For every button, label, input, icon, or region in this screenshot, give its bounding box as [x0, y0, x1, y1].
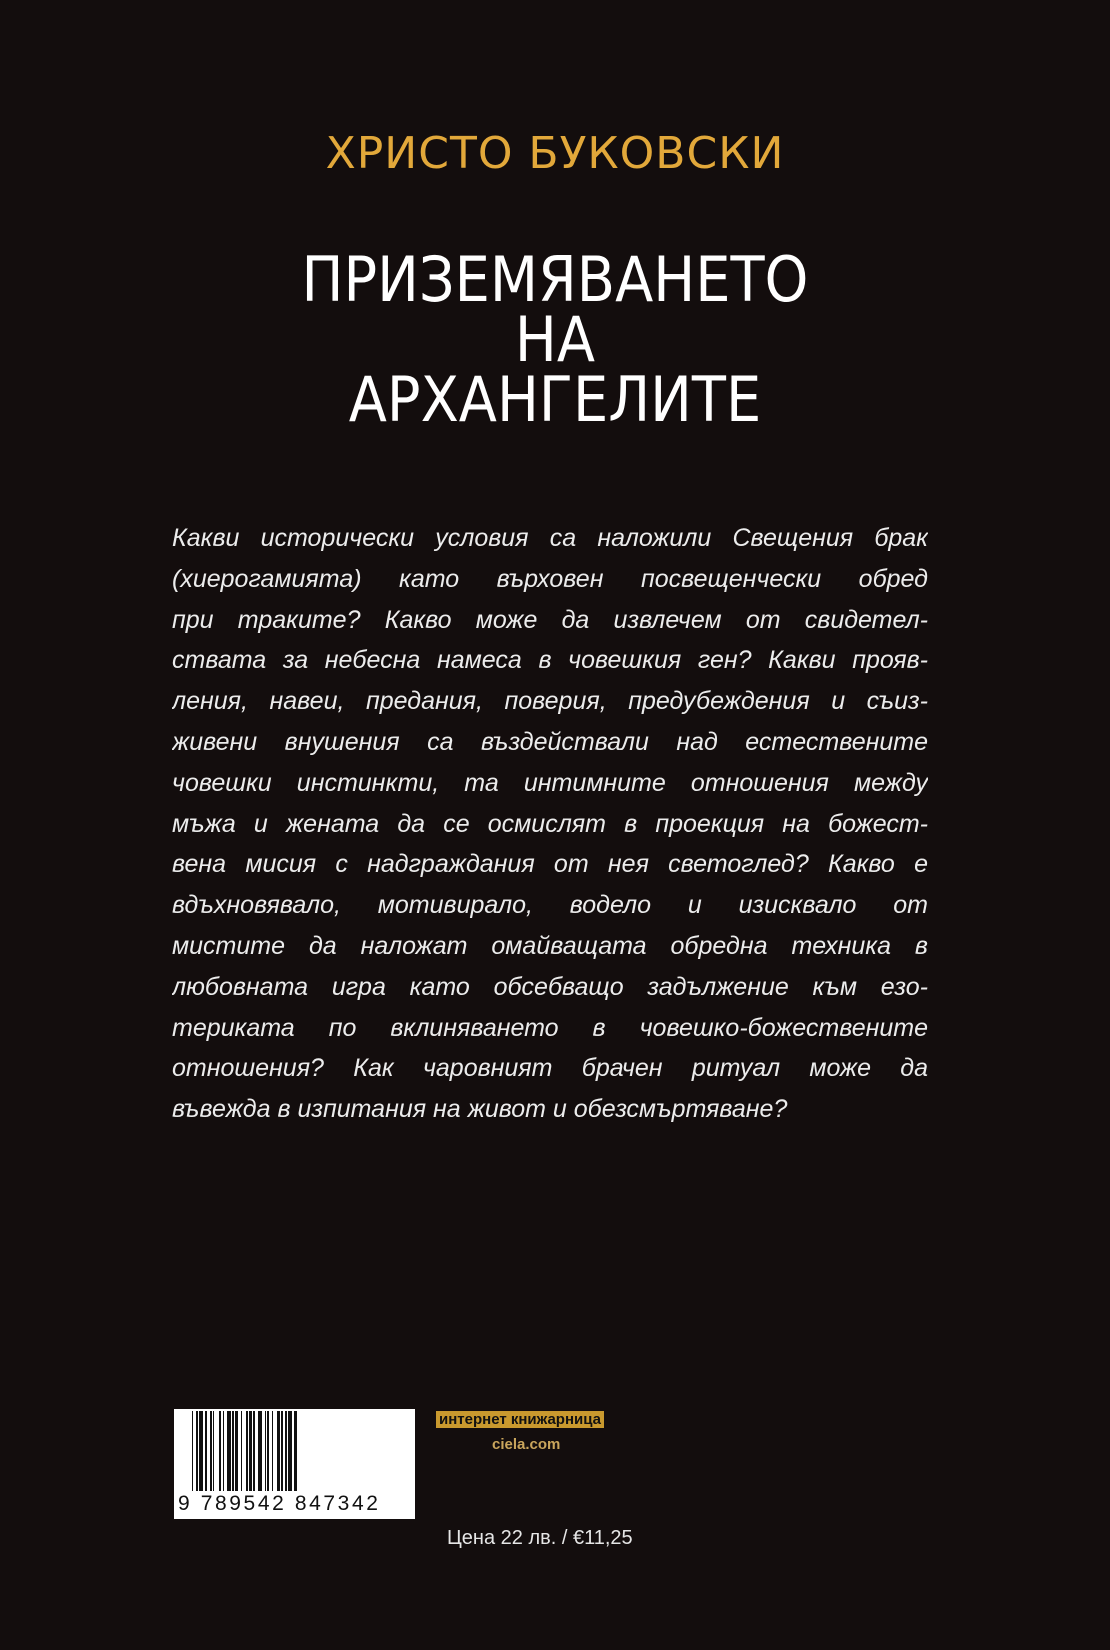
blurb-line: Какви исторически условия са наложили Свещения брак: [172, 524, 928, 552]
store-label: интернет книжарница: [436, 1411, 604, 1428]
blurb-line: вдъхновявало, мотивирало, водело и изисквало от: [172, 891, 928, 920]
title-line: ПРИЗЕМЯВАНЕТО: [301, 243, 809, 316]
blurb-line: мистите да наложат омайващата обредна техника в: [172, 931, 928, 960]
barcode-bar: [297, 1411, 298, 1491]
blurb-text: [172, 518, 928, 1130]
barcode-bars: [192, 1411, 392, 1491]
blurb-line: живени внушения са въздействали над естествените: [172, 727, 928, 756]
blurb-line: вена мисия с надграждания от нея светоглед? Какво е: [172, 850, 928, 879]
blurb-line: при траките? Какво може да извлечем от свидетел-: [172, 605, 928, 634]
title-line: АРХАНГЕЛИТЕ: [348, 363, 762, 436]
book-title: [56, 243, 1055, 436]
blurb-line: отношения? Как чаровният брачен ритуал може да: [172, 1054, 928, 1083]
price: Цена 22 лв. / €11,25: [447, 1527, 633, 1549]
isbn-number: 9 789542 847342: [178, 1492, 381, 1515]
blurb-line: (хиерогамията) като върховен посвещенчески обред: [172, 564, 928, 593]
blurb-line: мъжа и жената да се осмислят в проекция на божест-: [172, 809, 928, 838]
blurb-line: любовната игра като обсебващо задължение към езо-: [172, 972, 928, 1001]
title-line: НА: [514, 303, 596, 376]
blurb-line: въвежда в изпитания на живот и обезсмъртяване?: [172, 1095, 788, 1124]
blurb-line: ления, навеи, предания, поверия, предубеждения и съиз-: [172, 687, 928, 716]
blurb-line: човешки инстинкти, та интимните отношения между: [172, 768, 928, 797]
blurb-line: териката по вклиняването в човешко-божествените: [172, 1013, 928, 1042]
blurb-line: ствата за небесна намеса в човешкия ген? Какви прояв-: [172, 646, 928, 675]
store-site[interactable]: ciela.com: [492, 1436, 561, 1453]
author-name: ХРИСТО БУКОВСКИ: [325, 128, 785, 179]
isbn-barcode: [174, 1409, 415, 1519]
